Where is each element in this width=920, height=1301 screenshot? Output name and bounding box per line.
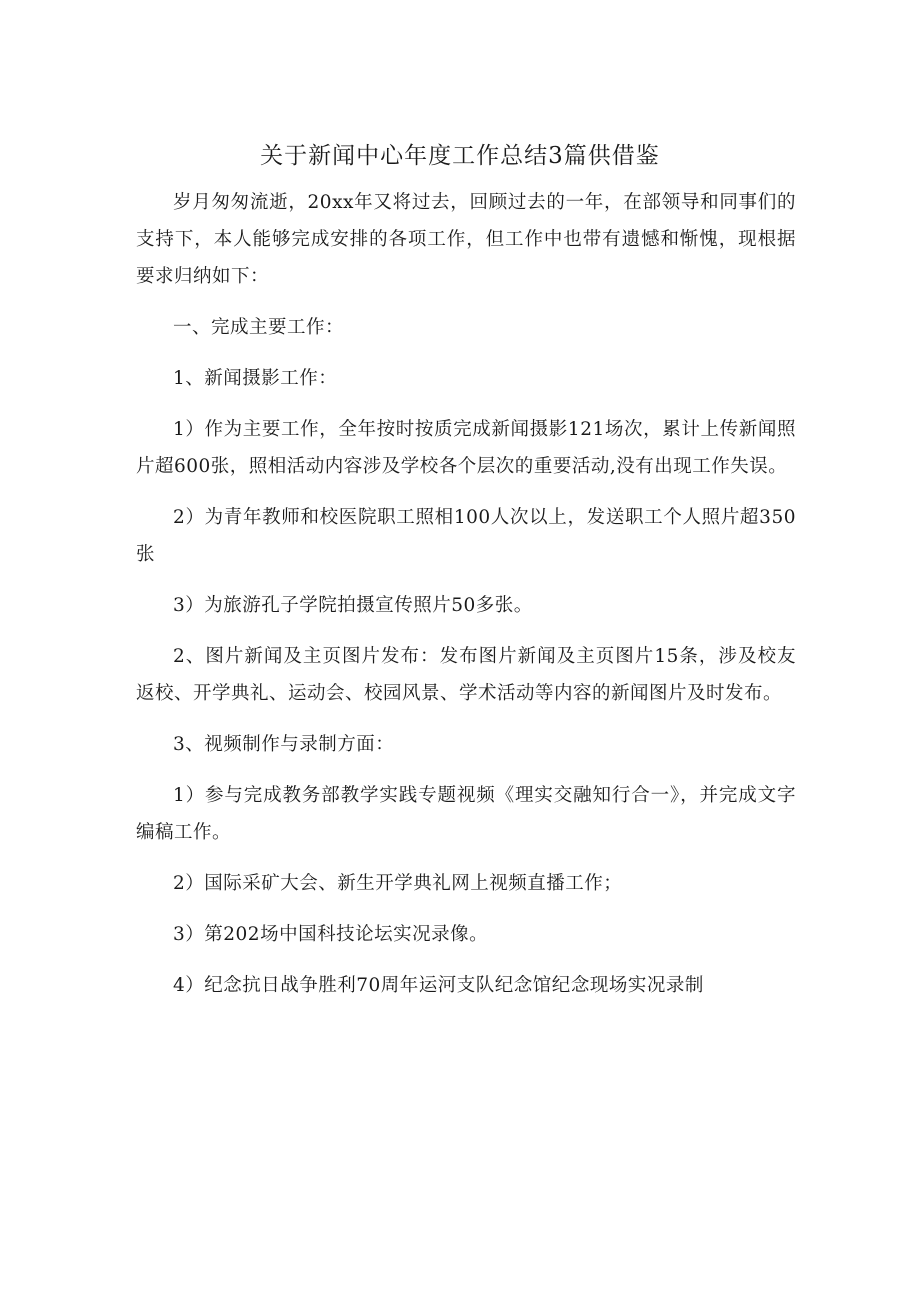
section-heading-main-work: 一、完成主要工作： [173,317,345,338]
document-body [136,184,796,1018]
paragraph-item: 4）纪念抗日战争胜利70周年运河支队纪念馆纪念现场实况录制 [173,975,704,996]
paragraph-item: 3）为旅游孔子学院拍摄宣传照片50多张。 [173,595,533,616]
paragraph-item: 1）作为主要工作，全年按时按质完成新闻摄影121场次，累计上传新闻照片超600张，照相活动内容涉及学校各个层次的重要活动,没有出现工作失误。 [136,419,796,477]
paragraph-intro: 岁月匆匆流逝，20xx年又将过去，回顾过去的一年，在部领导和同事们的支持下，本人能够完成安排的各项工作，但工作中也带有遗憾和惭愧，现根据要求归纳如下： [136,192,796,287]
subsection-heading-video: 3、视频制作与录制方面： [173,734,395,755]
document-title: 关于新闻中心年度工作总结3篇供借鉴 [260,143,660,169]
paragraph-item: 3）第202场中国科技论坛实况录像。 [173,924,489,945]
paragraph-item: 1）参与完成教务部教学实践专题视频《理实交融知行合一》，并完成文字编稿工作。 [136,785,796,843]
paragraph-item: 2、图片新闻及主页图片发布：发布图片新闻及主页图片15条，涉及校友返校、开学典礼、运动会、校园风景、学术活动等内容的新闻图片及时发布。 [136,646,796,704]
subsection-heading-news-photography: 1、新闻摄影工作： [173,368,338,389]
paragraph-item: 2）国际采矿大会、新生开学典礼网上视频直播工作； [173,873,623,894]
paragraph-item: 2）为青年教师和校医院职工照相100人次以上，发送职工个人照片超350张 [136,507,796,565]
